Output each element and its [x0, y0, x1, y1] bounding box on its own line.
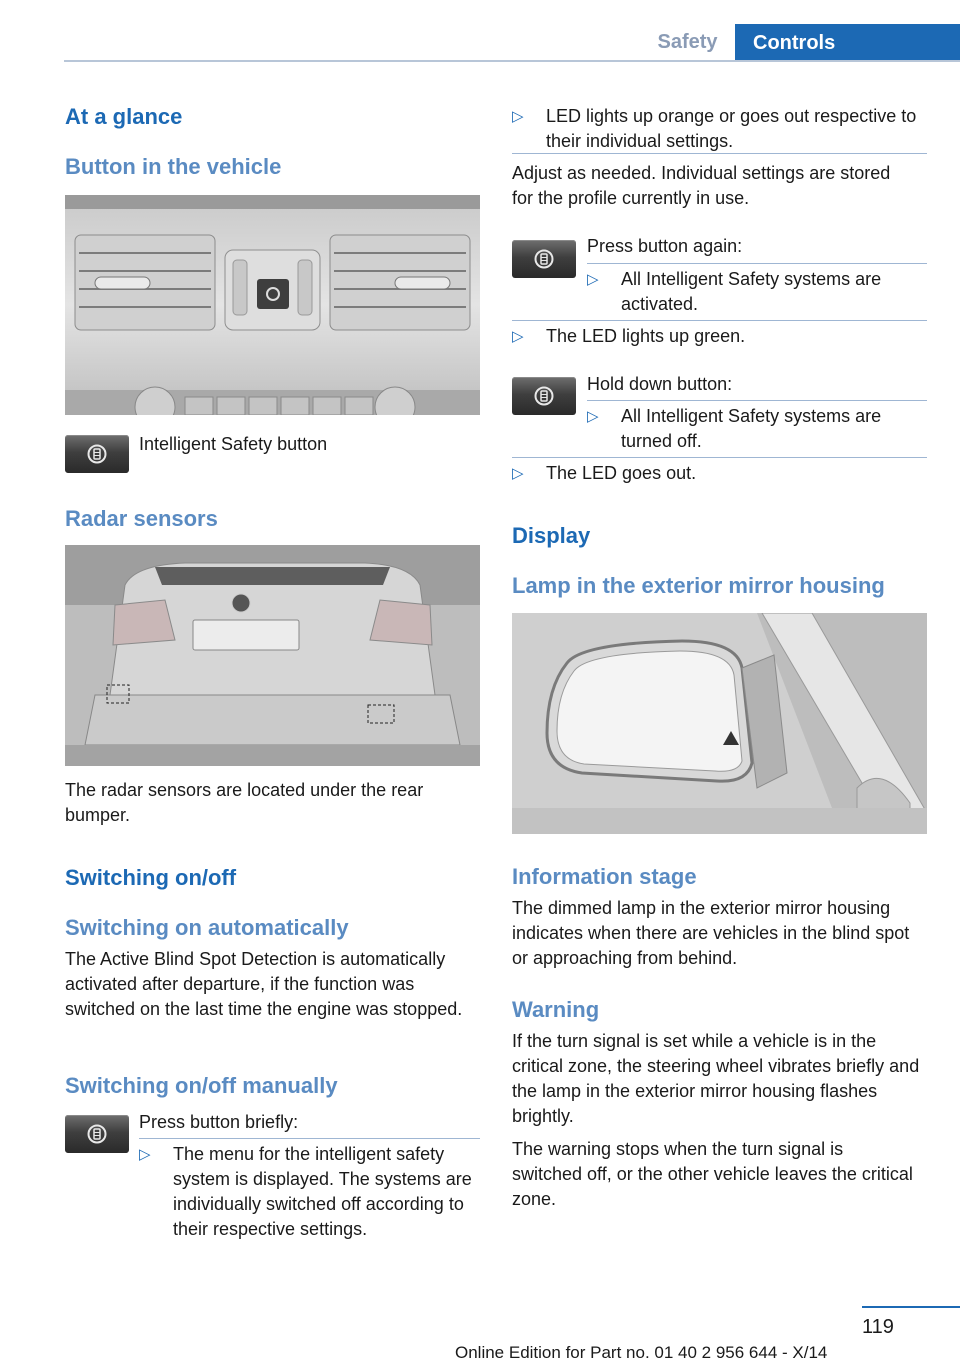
hold-down-label: Hold down button: — [587, 374, 733, 394]
triangle-right-icon: ▷ — [512, 328, 524, 345]
divider — [512, 457, 927, 458]
intelligent-safety-button-icon — [65, 435, 129, 473]
heading-at-a-glance: At a glance — [65, 104, 183, 129]
heading-radar-sensors: Radar sensors — [65, 506, 218, 531]
heading-display: Display — [512, 523, 591, 548]
intelligent-safety-button-icon — [65, 1115, 129, 1153]
heading-warning: Warning — [512, 997, 600, 1022]
divider — [512, 320, 927, 321]
button-caption: Intelligent Safety button — [139, 434, 328, 454]
footer-rule — [862, 1306, 960, 1308]
press-again-label: Press button again: — [587, 236, 743, 256]
list-item: ▷ The menu for the intelligent safety system is displayed. The systems are individually switched off according to their respective settings. — [139, 1144, 472, 1239]
heading-switching-on-off-manually: Switching on/off manually — [65, 1073, 338, 1098]
triangle-right-icon: ▷ — [512, 108, 524, 125]
list-item: ▷ The LED goes out. — [512, 461, 917, 486]
auto-text: The Active Blind Spot Detection is automatically activated after departure, if the function was switched on the last time the engine was stopped. — [65, 949, 463, 1019]
press-briefly-label: Press button briefly: — [139, 1112, 299, 1132]
heading-button-in-vehicle: Button in the vehicle — [65, 154, 282, 179]
page-number: 119 — [862, 1316, 894, 1338]
warning-text-2: The warning stops when the turn signal is switched off, or the other vehicle leaves the critical zone. — [512, 1139, 913, 1209]
list-item: ▷ All Intelligent Safety systems are turned off. — [587, 406, 882, 451]
triangle-right-icon: ▷ — [587, 408, 599, 425]
radar-sensors-text: The radar sensors are located under the rear bumper. — [65, 780, 424, 825]
exterior-mirror-photo — [512, 613, 927, 834]
intelligent-safety-button-icon — [512, 240, 576, 278]
header-rule — [64, 60, 960, 62]
list-item: ▷ LED lights up orange or goes out respective to their individual settings. — [512, 106, 917, 151]
heading-switching-on-automatically: Switching on automatically — [65, 915, 349, 940]
tab-controls: Controls — [735, 24, 960, 62]
divider — [139, 1138, 480, 1139]
triangle-right-icon: ▷ — [587, 271, 599, 288]
divider — [587, 263, 927, 264]
heading-switching-on-off: Switching on/off — [65, 865, 237, 890]
dashboard-button-photo — [65, 195, 480, 415]
list-item: ▷ The LED lights up green. — [512, 324, 917, 349]
radar-sensors-photo — [65, 545, 480, 766]
heading-information-stage: Information stage — [512, 864, 697, 889]
tab-safety: Safety — [657, 31, 718, 53]
triangle-right-icon: ▷ — [512, 465, 524, 482]
adjust-text: Adjust as needed. Individual settings are stored for the profile currently in use. — [512, 163, 891, 208]
list-item: ▷ All Intelligent Safety systems are activated. — [587, 269, 882, 314]
triangle-right-icon: ▷ — [139, 1146, 151, 1163]
heading-lamp-mirror: Lamp in the exterior mirror housing — [512, 573, 885, 598]
divider — [587, 400, 927, 401]
intelligent-safety-button-icon — [512, 377, 576, 415]
information-stage-text: The dimmed lamp in the exterior mirror housing indicates when there are vehicles in the blind spot or approaching from behind. — [512, 898, 910, 968]
edition-footer: Online Edition for Part no. 01 40 2 956 644 - X/14 — [455, 1343, 828, 1362]
warning-text-1: If the turn signal is set while a vehicle is in the critical zone, the steering wheel vibrates briefly and the lamp in the exterior mirror housing flashes brightly. — [512, 1031, 920, 1126]
divider — [512, 153, 927, 154]
